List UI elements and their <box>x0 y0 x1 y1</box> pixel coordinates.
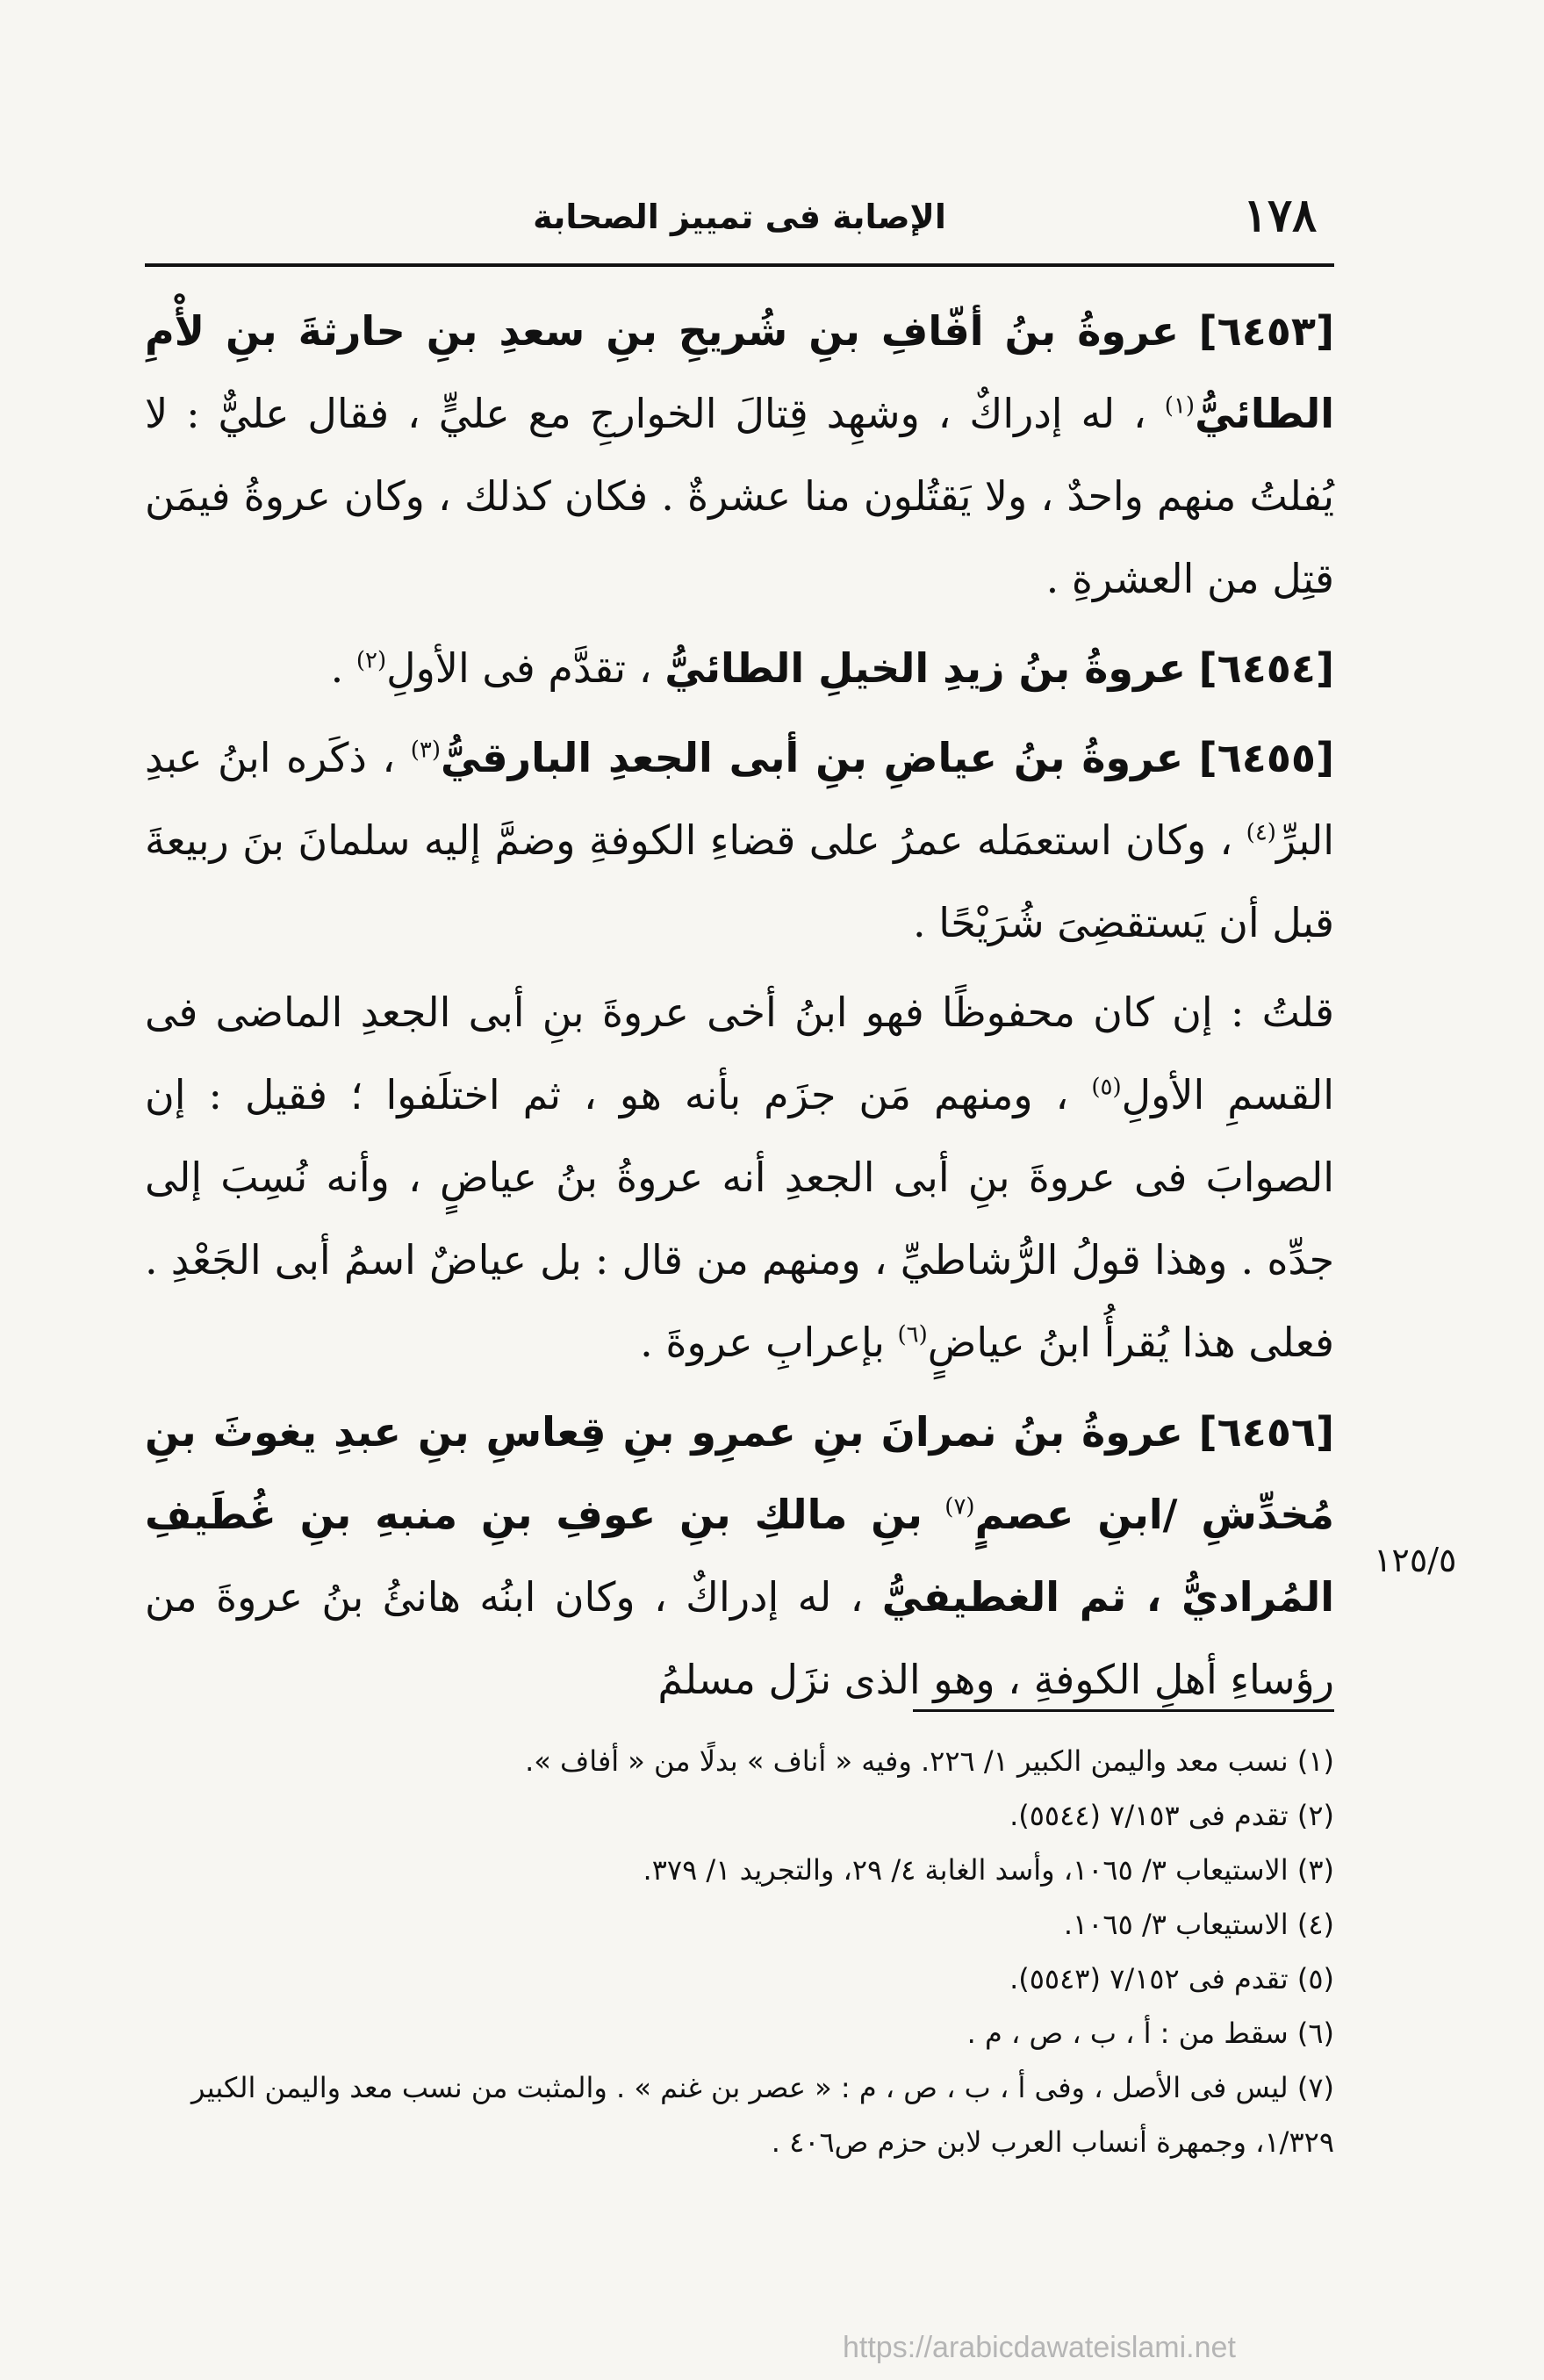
commentary-text: ، ومنهم مَن جزَم بأنه هو ، ثم اختلَفوا ؛ فقيل : إن الصوابَ فى عروةَ بنِ أبى الجعدِ أنه عروةُ بنُ عياضٍ ، وأنه نُسِبَ إلى جدِّه . وهذا قولُ الرُّشاطيِّ ، ومنهم من قال : بل عياضٌ اسمُ أبى الجَعْدِ . فعلى هذا يُقرأُ ابنُ عياضٍ <box>145 1071 1334 1366</box>
footnote-ref: (٥) <box>1091 1074 1122 1101</box>
watermark-url: https://arabicdawateislami.net <box>843 2331 1236 2364</box>
footnote-7: (٧) ليس فى الأصل ، وفى أ ، ب ، ص ، م : « عصر بن غنم » . والمثبت من نسب معد واليمن الكبير ١/٣٢٩، وجمهرة أنساب العرب لابن حزم ص٤٠٦ . <box>191 2071 1334 2159</box>
footnote-ref: (٢) <box>355 647 387 674</box>
margin-volume-reference: ١٢٥/٥ <box>1374 1541 1457 1579</box>
entry-6456 <box>145 1391 1334 1721</box>
commentary-text: قلتُ : إن كان محفوظًا فهو ابنُ أخى عروةَ بنِ أبى الجعدِ الماضى فى القسمِ الأولِ <box>145 989 1334 1118</box>
footnote-2: (٢) تقدم فى ٧/١٥٣ (٥٥٤٤). <box>1009 1799 1334 1832</box>
header-rule <box>145 263 1334 267</box>
running-title: الإصابة فى تمييز الصحابة <box>533 198 946 236</box>
footnotes <box>145 1734 1334 2169</box>
entry-text-end: . <box>330 644 344 692</box>
entry-name-continued: بنِ مالكِ بنِ عوفِ بنِ منبهِ بنِ غُطَيفِ المُراديُّ ، ثم الغطيفيُّ <box>145 1491 1335 1621</box>
footnote-1: (١) نسب معد واليمن الكبير ١/ ٢٢٦. وفيه « أناف » بدلًا من « أفاف ». <box>525 1744 1334 1778</box>
footnote-rule <box>913 1709 1334 1712</box>
footnote-ref: (٣) <box>410 737 441 764</box>
entry-name: عروةُ بنُ عياضِ بنِ أبى الجعدِ البارقيُّ <box>440 734 1184 781</box>
entry-name: عروةُ بنُ نمرانَ بنِ عمرِو بنِ قِعاسِ بنِ عبدِ يغوثَ بنِ مُخدِّشِ /ابنِ عصمٍ <box>145 1408 1334 1538</box>
entry-text-continued: ، وكان استعمَله عمرُ على قضاءِ الكوفةِ وضمَّ إليه سلمانَ بنَ ربيعةَ قبل أن يَستقضِىَ شُرَيْحًا . <box>145 816 1334 946</box>
commentary-paragraph <box>145 971 1334 1384</box>
page-header <box>145 189 1334 259</box>
entry-name: عروةُ بنُ زيدِ الخيلِ الطائيُّ <box>664 644 1186 692</box>
entry-text: ، تقدَّم فى الأولِ <box>386 644 652 692</box>
entry-text: ، ذكَره ابنُ عبدِ البرِّ <box>145 734 1334 864</box>
footnote-ref: (٤) <box>1246 819 1276 846</box>
entry-6455 <box>145 716 1334 964</box>
main-text <box>145 290 1334 1728</box>
entry-number: [٦٤٥٦] <box>1198 1408 1335 1456</box>
commentary-text: بإعرابِ عروةَ . <box>640 1319 885 1366</box>
entry-number: [٦٤٥٤] <box>1198 644 1334 692</box>
footnote-5: (٥) تقدم فى ٧/١٥٢ (٥٥٤٣). <box>1009 1962 1334 1995</box>
footnote-4: (٤) الاستيعاب ٣/ ١٠٦٥. <box>1063 1908 1334 1941</box>
entry-6454 <box>145 627 1334 709</box>
footnote-6: (٦) سقط من : أ ، ب ، ص ، م . <box>966 2017 1334 2050</box>
entry-text: ، له إدراكٌ ، وكان ابنُه هانئُ بنُ عروةَ من رؤساءِ أهلِ الكوفةِ ، وهو الذى نزَل مسلمُ <box>145 1573 1334 1703</box>
footnote-ref: (٦) <box>897 1321 928 1348</box>
footnote-3: (٣) الاستيعاب ٣/ ١٠٦٥، وأسد الغابة ٤/ ٢٩، والتجريد ١/ ٣٧٩. <box>643 1853 1334 1887</box>
footnote-ref: (٧) <box>944 1493 975 1521</box>
entry-number: [٦٤٥٥] <box>1198 734 1335 781</box>
entry-name: عروةُ بنُ أفّافِ بنِ شُريحِ بنِ سعدِ بنِ حارثةَ بنِ لأْمِ الطائيُّ <box>145 307 1334 437</box>
entry-6453 <box>145 290 1334 620</box>
entry-number: [٦٤٥٣] <box>1198 307 1334 355</box>
page-number: ١٧٨ <box>1243 189 1317 242</box>
entry-text: ، له إدراكٌ ، وشهِد قِتالَ الخوارجِ مع عليٍّ ، فقال عليٌّ : لا يُفلتُ منهم واحدٌ ، ولا يَقتُلون منا عشرةٌ . فكان كذلك ، وكان عروةُ فيمَن قتِل من العشرةِ . <box>145 390 1334 602</box>
footnote-ref: (١) <box>1164 392 1196 420</box>
